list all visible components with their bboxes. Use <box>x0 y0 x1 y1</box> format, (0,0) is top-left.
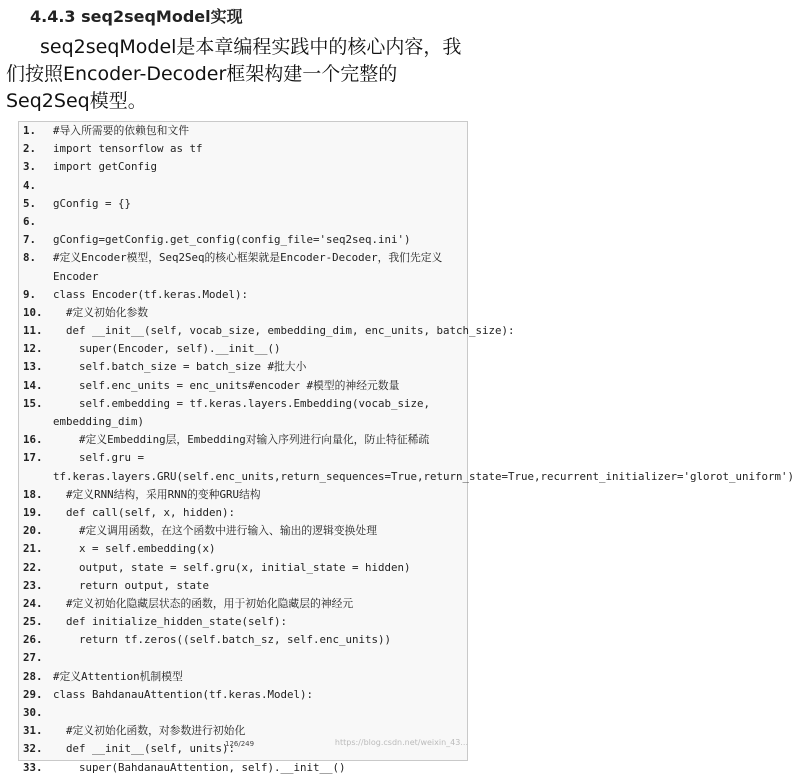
code-line <box>19 249 467 285</box>
code-line <box>19 322 515 340</box>
code-line <box>19 377 467 395</box>
code-text: #导入所需要的依赖包和文件 <box>53 124 190 137</box>
code-text: self.gru = tf.keras.layers.GRU(self.enc_units,return_sequences=True,return_state=True,recurrent_initializer='glorot_uniform') <box>53 451 794 483</box>
code-text: def __init__(self, units): <box>53 742 236 756</box>
code-line <box>19 668 467 686</box>
code-line <box>19 358 467 376</box>
code-line <box>19 504 467 522</box>
line-number: 4. <box>23 178 37 192</box>
code-block <box>18 121 794 774</box>
code-line <box>19 213 467 231</box>
code-line <box>19 613 467 631</box>
line-number: 6. <box>23 214 37 228</box>
code-line <box>19 540 467 558</box>
code-text: gConfig = {} <box>53 196 132 210</box>
line-number: 19. <box>23 505 43 519</box>
line-number: 9. <box>23 287 37 301</box>
line-number: 1. <box>23 124 37 137</box>
line-number: 2. <box>23 142 37 156</box>
code-line <box>19 122 467 140</box>
line-number: 23. <box>23 578 43 592</box>
code-line <box>19 177 467 195</box>
code-text: super(Encoder, self).__init__() <box>53 342 281 356</box>
code-text: #定义初始化函数，对参数进行初始化 <box>53 724 246 738</box>
code-line <box>19 631 467 649</box>
code-text: self.embedding = tf.keras.layers.Embedding(vocab_size, embedding_dim) <box>53 396 437 429</box>
code-text: output, state = self.gru(x, initial_state = hidden) <box>53 560 411 574</box>
code-line <box>19 286 467 304</box>
code-line <box>19 686 467 704</box>
code-text: return tf.zeros((self.batch_sz, self.enc_units)) <box>53 633 392 647</box>
code-line <box>19 486 467 504</box>
line-number: 11. <box>23 324 43 338</box>
line-number: 3. <box>23 160 37 174</box>
line-number: 28. <box>23 669 43 683</box>
code-text: import getConfig <box>53 160 158 174</box>
code-line <box>19 231 467 249</box>
code-line <box>19 595 467 613</box>
code-text: #定义初始化隐藏层状态的函数，用于初始化隐藏层的神经元 <box>53 596 354 610</box>
code-text: return output, state <box>53 578 210 592</box>
line-number: 12. <box>23 342 43 356</box>
line-number: 7. <box>23 233 37 247</box>
code-text: def __init__(self, vocab_size, embedding_dim, enc_units, batch_size): <box>53 324 515 338</box>
code-text: import tensorflow as tf <box>53 142 203 156</box>
code-line <box>19 759 467 777</box>
code-line <box>19 140 467 158</box>
line-number: 32. <box>23 742 43 756</box>
code-text: def call(self, x, hidden): <box>53 505 236 519</box>
code-text: def initialize_hidden_state(self): <box>53 615 288 629</box>
line-number: 27. <box>23 651 43 665</box>
code-line <box>19 704 467 722</box>
code-line <box>19 304 467 322</box>
code-text: self.enc_units = enc_units#encoder #模型的神经元数量 <box>53 378 400 392</box>
intro-paragraph <box>6 34 470 115</box>
code-line <box>19 559 467 577</box>
code-text: #定义调用函数，在这个函数中进行输入、输出的逻辑变换处理 <box>53 524 378 538</box>
line-number: 33. <box>23 760 43 774</box>
line-number: 16. <box>23 433 43 447</box>
code-text: gConfig=getConfig.get_config(config_file='seq2seq.ini') <box>53 233 411 247</box>
line-number: 25. <box>23 615 43 629</box>
code-line <box>19 577 467 595</box>
line-number: 15. <box>23 396 43 410</box>
watermark: https://blog.csdn.net/weixin_43... <box>334 738 468 747</box>
line-number: 18. <box>23 487 43 501</box>
page-indicator: 126/249 <box>225 740 255 748</box>
code-line <box>19 158 467 176</box>
code-text: #定义Encoder模型，Seq2Seq的核心框架就是Encoder-Decoder，我们先定义Encoder <box>53 251 443 283</box>
line-number: 20. <box>23 524 43 538</box>
line-number: 8. <box>23 251 37 265</box>
line-number: 13. <box>23 360 43 374</box>
code-text: #定义Attention机制模型 <box>53 669 183 683</box>
code-line <box>19 431 467 449</box>
line-number: 30. <box>23 706 43 720</box>
code-text: class BahdanauAttention(tf.keras.Model): <box>53 687 314 701</box>
code-text: #定义RNN结构，采用RNN的变种GRU结构 <box>53 487 261 501</box>
line-number: 21. <box>23 542 43 556</box>
line-number: 10. <box>23 305 43 319</box>
code-text: #定义Embedding层，Embedding对输入序列进行向量化，防止特征稀疏 <box>53 433 430 447</box>
line-number: 14. <box>23 378 43 392</box>
line-number: 31. <box>23 724 43 738</box>
code-text: self.batch_size = batch_size #批大小 <box>53 360 307 374</box>
code-line <box>19 449 794 485</box>
code-text: super(BahdanauAttention, self).__init__() <box>53 760 346 774</box>
line-number: 24. <box>23 596 43 610</box>
code-line <box>19 522 467 540</box>
code-text: class Encoder(tf.keras.Model): <box>53 287 249 301</box>
code-text: #定义初始化参数 <box>53 305 149 319</box>
code-line <box>19 195 467 213</box>
code-line <box>19 340 467 358</box>
line-number: 26. <box>23 633 43 647</box>
line-number: 22. <box>23 560 43 574</box>
line-number: 5. <box>23 196 37 210</box>
intro-text: seq2seqModel是本章编程实践中的核心内容，我们按照Encoder-Decoder框架构建一个完整的Seq2Seq模型。 <box>6 36 462 112</box>
code-line <box>19 649 467 667</box>
code-text: x = self.embedding(x) <box>53 542 216 556</box>
line-number: 17. <box>23 451 43 465</box>
line-number: 29. <box>23 687 43 701</box>
code-line <box>19 395 467 431</box>
section-heading: 4.4.3 seq2seqModel实现 <box>30 7 243 26</box>
